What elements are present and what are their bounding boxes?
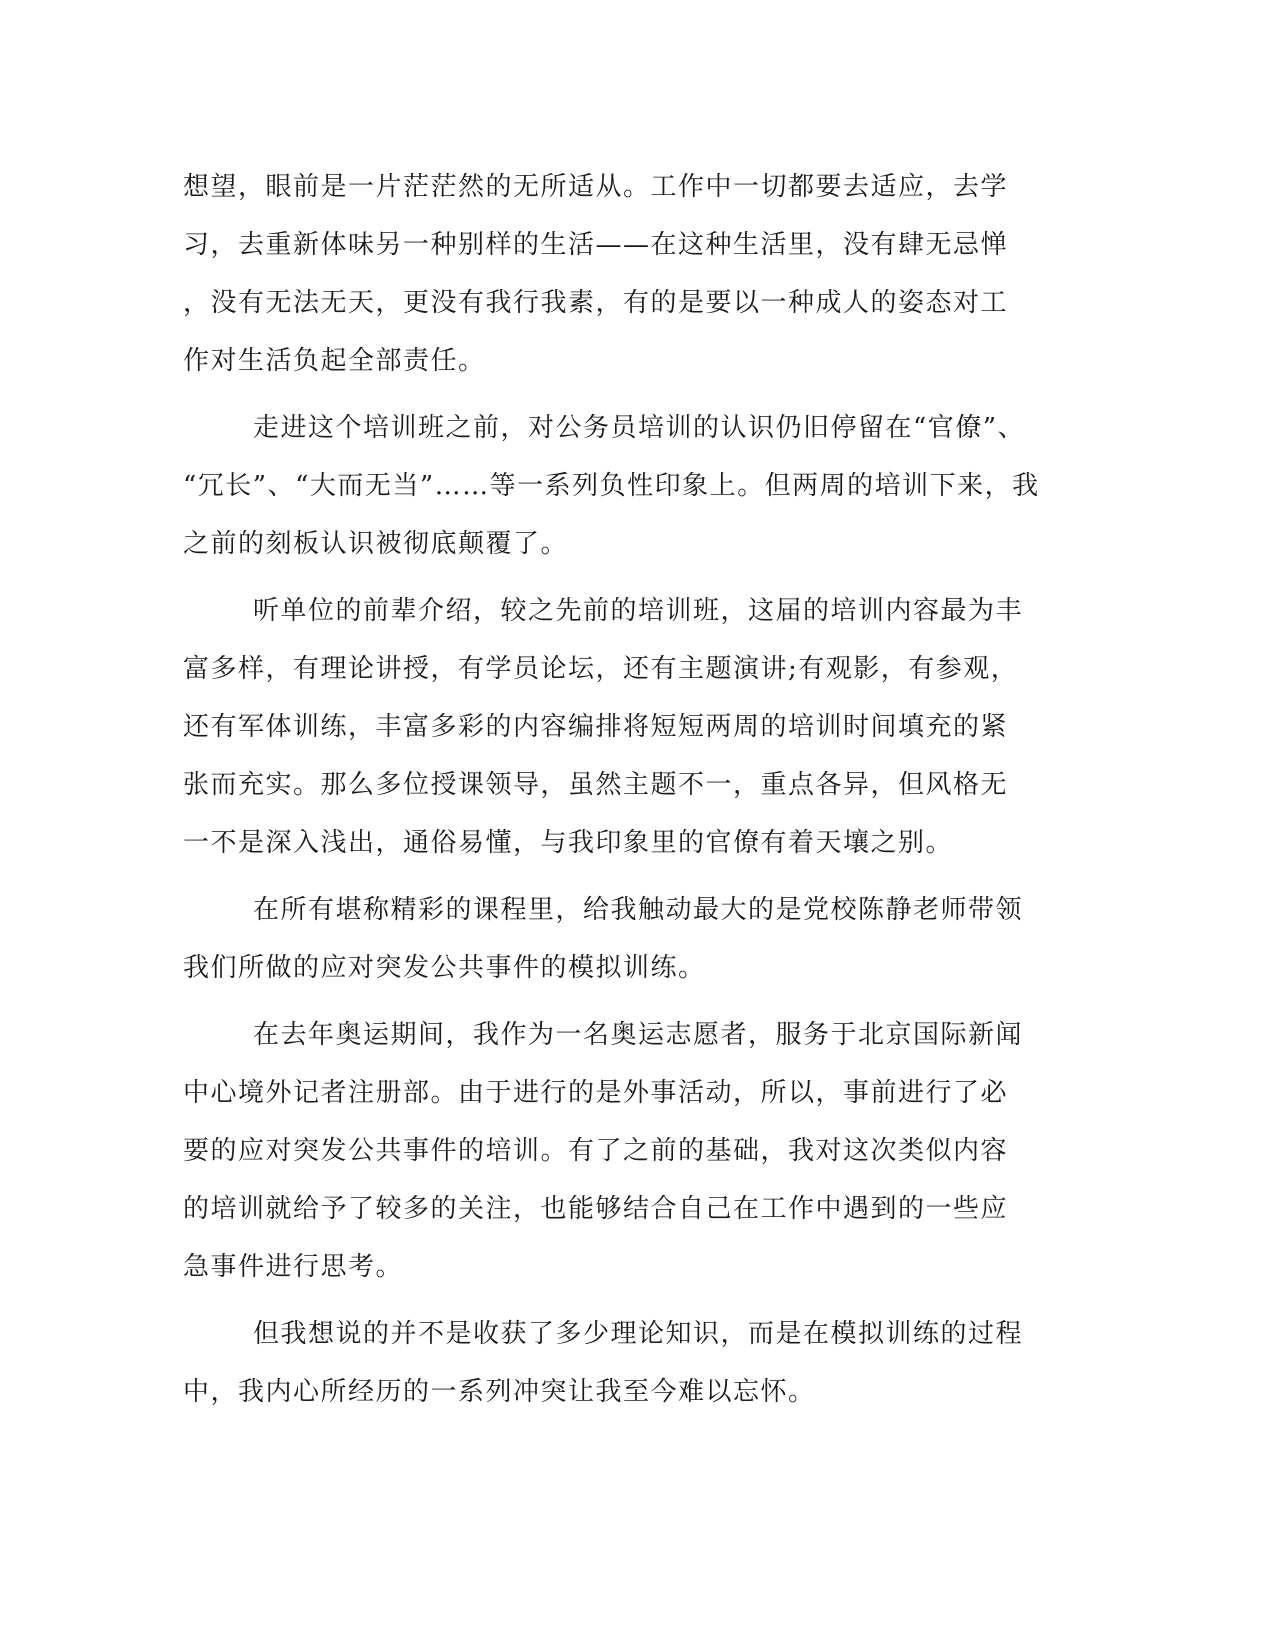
paragraph-line: 在所有堪称精彩的课程里，给我触动最大的是党校陈静老师带领 bbox=[253, 895, 1024, 925]
paragraph-line: “冗长”、“大而无当”……等一系列负性印象上。但两周的培训下来，我 bbox=[183, 471, 1040, 501]
paragraph-6 bbox=[183, 1305, 1043, 1421]
paragraph-line: 富多样，有理论讲授，有学员论坛，还有主题演讲;有观影，有参观， bbox=[183, 654, 1019, 684]
paragraph-line: 张而充实。那么多位授课领导，虽然主题不一，重点各异，但风格无 bbox=[183, 770, 1009, 800]
paragraph-2 bbox=[183, 399, 1043, 573]
paragraph-line: ，没有无法无天，更没有我行我素，有的是要以一种成人的姿态对工 bbox=[183, 288, 1009, 318]
paragraph-5 bbox=[183, 1006, 1043, 1296]
paragraph-line: 中，我内心所经历的一系列冲突让我至今难以忘怀。 bbox=[183, 1377, 816, 1407]
paragraph-line: 的培训就给予了较多的关注，也能够结合自己在工作中遇到的一些应 bbox=[183, 1194, 1009, 1224]
paragraph-3 bbox=[183, 582, 1043, 872]
paragraph-4 bbox=[183, 881, 1043, 997]
paragraph-line: 还有军体训练，丰富多彩的内容编排将短短两周的培训时间填充的紧 bbox=[183, 712, 1009, 742]
paragraph-line: 之前的刻板认识被彻底颠覆了。 bbox=[183, 529, 569, 559]
document-body bbox=[183, 158, 1043, 1421]
paragraph-line: 但我想说的并不是收获了多少理论知识，而是在模拟训练的过程 bbox=[253, 1319, 1024, 1349]
paragraph-line: 我们所做的应对突发公共事件的模拟训练。 bbox=[183, 953, 706, 983]
paragraph-line: 一不是深入浅出，通俗易懂，与我印象里的官僚有着天壤之别。 bbox=[183, 828, 954, 858]
paragraph-line: 想望，眼前是一片茫茫然的无所适从。工作中一切都要去适应，去学 bbox=[183, 172, 1009, 202]
paragraph-line: 作对生活负起全部责任。 bbox=[183, 346, 486, 376]
paragraph-line: 急事件进行思考。 bbox=[183, 1252, 404, 1282]
paragraph-line: 中心境外记者注册部。由于进行的是外事活动，所以，事前进行了必 bbox=[183, 1078, 1009, 1108]
paragraph-line: 听单位的前辈介绍，较之先前的培训班，这届的培训内容最为丰 bbox=[253, 596, 1024, 626]
paragraph-1 bbox=[183, 158, 1043, 390]
paragraph-line: 要的应对突发公共事件的培训。有了之前的基础，我对这次类似内容 bbox=[183, 1136, 1009, 1166]
paragraph-line: 在去年奥运期间，我作为一名奥运志愿者，服务于北京国际新闻 bbox=[253, 1020, 1024, 1050]
paragraph-line: 走进这个培训班之前，对公务员培训的认识仍旧停留在“官僚”、 bbox=[253, 413, 1026, 443]
paragraph-line: 习，去重新体味另一种别样的生活——在这种生活里，没有肆无忌惮 bbox=[183, 230, 1009, 260]
